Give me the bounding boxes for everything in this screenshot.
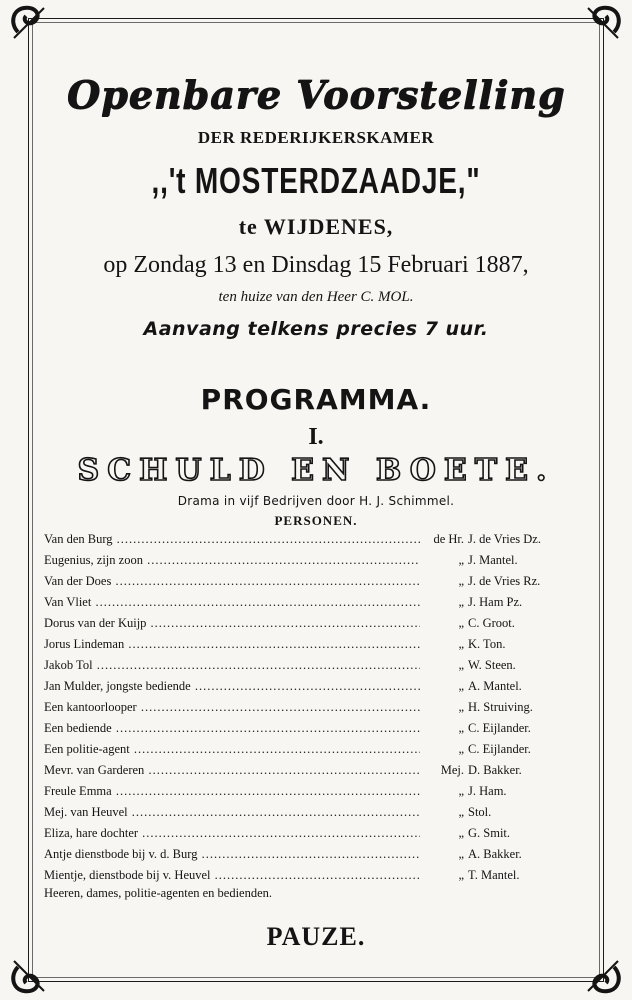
cast-role: Eliza, hare dochter .....	[44, 823, 420, 844]
society-name: ,,'t MOSTERDZAADJE,"	[151, 160, 481, 201]
cast-row	[44, 844, 574, 865]
cast-row	[44, 571, 574, 592]
cast-prefix: „	[458, 826, 464, 840]
performance-dates: op Zondag 13 en Dinsdag 15 Februari 1887,	[103, 252, 529, 278]
cast-row	[44, 823, 574, 844]
cast-actor: J. Ham Pz.	[468, 595, 523, 609]
cast-actor: K. Ton.	[468, 637, 506, 651]
cast-prefix: „	[458, 784, 464, 798]
cast-prefix: „	[458, 616, 464, 630]
cast-prefix: „	[458, 595, 464, 609]
cast-actor: A. Mantel.	[468, 679, 522, 693]
cast-prefix: „	[458, 868, 464, 882]
cast-row	[44, 865, 574, 886]
cast-actor: A. Bakker.	[468, 847, 522, 861]
cast-role: Antje dienstbode bij v. d. Burg .....	[44, 844, 420, 865]
intermission: PAUZE.	[266, 922, 366, 951]
cast-row	[44, 760, 574, 781]
corner-ornament-bottom-left-icon	[8, 955, 50, 997]
cast-row	[44, 676, 574, 697]
cast-actor: G. Smit.	[468, 826, 511, 840]
cast-prefix: „	[458, 679, 464, 693]
cast-role: Van der Does .....	[44, 571, 420, 592]
cast-row	[44, 613, 574, 634]
cast-prefix: „	[458, 574, 464, 588]
cast-actor: J. Ham.	[468, 784, 507, 798]
cast-row	[44, 550, 574, 571]
cast-role: Eugenius, zijn zoon .....	[44, 550, 420, 571]
cast-role: Mevr. van Garderen .....	[44, 760, 420, 781]
cast-actor: J. de Vries Dz.	[468, 532, 541, 546]
cast-row	[44, 802, 574, 823]
cast-row	[44, 739, 574, 760]
cast-prefix: de Hr.	[433, 532, 464, 546]
cast-role: Van Vliet .....	[44, 592, 420, 613]
cast-row	[44, 592, 574, 613]
cast-row	[44, 655, 574, 676]
cast-actor: W. Steen.	[468, 658, 516, 672]
host-line: ten huize van den Heer C. MOL.	[218, 289, 414, 305]
cast-role: Een politie-agent .....	[44, 739, 420, 760]
cast-prefix: „	[458, 721, 464, 735]
cast-actor: Stol.	[468, 805, 492, 819]
cast-prefix: „	[458, 637, 464, 651]
cast-role: Mej. van Heuvel .....	[44, 802, 420, 823]
cast-actor: J. Mantel.	[468, 553, 518, 567]
cast-prefix: „	[458, 805, 464, 819]
cast-row	[44, 781, 574, 802]
ensemble-line: Heeren, dames, politie-agenten en bedienden.	[44, 886, 273, 900]
poster-title: Openbare Voorstelling	[66, 72, 566, 117]
cast-role: Freule Emma .....	[44, 781, 420, 802]
play-title: SCHULD EN BOETE.	[77, 453, 555, 488]
poster-subtitle: DER REDERIJKERSKAMER	[197, 128, 435, 147]
play-author-line: Drama in vijf Bedrijven door H. J. Schimmel.	[177, 494, 455, 508]
cast-list	[44, 529, 574, 886]
cast-role: Dorus van der Kuijp .....	[44, 613, 420, 634]
cast-row	[44, 634, 574, 655]
cast-actor: C. Groot.	[468, 616, 515, 630]
cast-role: Jakob Tol .....	[44, 655, 420, 676]
venue-place: te WIJDENES,	[238, 214, 394, 239]
cast-actor: H. Struiving.	[468, 700, 533, 714]
cast-actor: D. Bakker.	[468, 763, 522, 777]
cast-actor: C. Eijlander.	[468, 721, 531, 735]
cast-actor: J. de Vries Rz.	[468, 574, 541, 588]
cast-role: Een bediende .....	[44, 718, 420, 739]
cast-prefix: „	[458, 658, 464, 672]
program-heading: PROGRAMMA.	[200, 383, 432, 416]
corner-ornament-bottom-right-icon	[582, 955, 624, 997]
cast-actor: T. Mantel.	[468, 868, 520, 882]
cast-role: Mientje, dienstbode bij v. Heuvel .....	[44, 865, 420, 886]
cast-role: Een kantoorlooper .....	[44, 697, 420, 718]
cast-role: Jorus Lindeman .....	[44, 634, 420, 655]
cast-actor: C. Eijlander.	[468, 742, 531, 756]
start-time: Aanvang telkens precies 7 uur.	[143, 318, 489, 340]
cast-prefix: „	[458, 742, 464, 756]
corner-ornament-top-left-icon	[8, 2, 50, 44]
cast-prefix: „	[458, 847, 464, 861]
cast-row	[44, 529, 574, 550]
cast-prefix: „	[458, 700, 464, 714]
cast-prefix: „	[458, 553, 464, 567]
cast-role: Jan Mulder, jongste bediende .....	[44, 676, 420, 697]
cast-prefix: Mej.	[440, 763, 464, 777]
cast-role: Van den Burg .....	[44, 529, 420, 550]
program-part-number: I.	[308, 424, 324, 450]
cast-row	[44, 697, 574, 718]
cast-row	[44, 718, 574, 739]
corner-ornament-top-right-icon	[582, 2, 624, 44]
cast-heading: PERSONEN.	[274, 513, 358, 528]
